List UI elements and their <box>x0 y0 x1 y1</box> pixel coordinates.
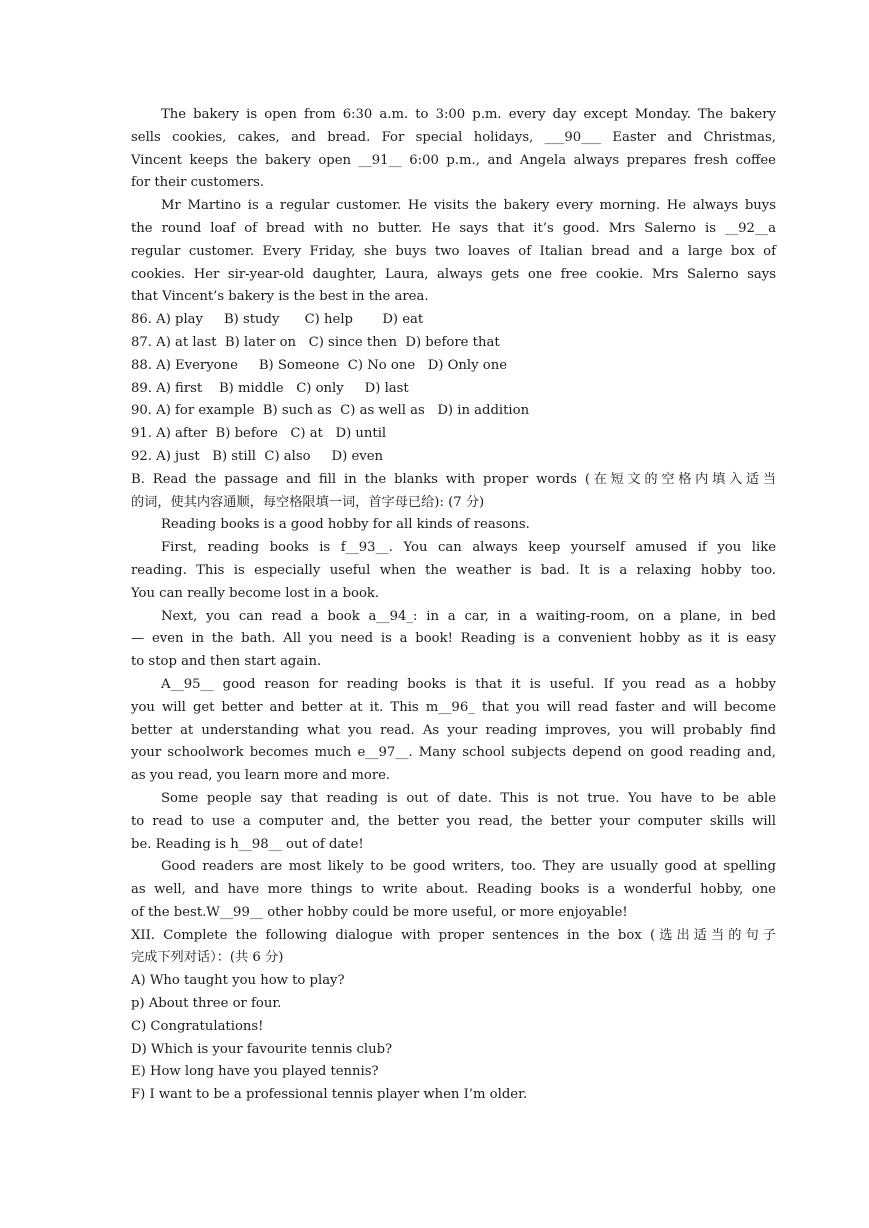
text-line: You can really become lost in a book. <box>131 585 380 601</box>
paragraph-bakery-hours <box>131 104 776 195</box>
multiple-choice-options <box>131 309 776 469</box>
option-line-86: 86. A) play B) study C) help D) eat <box>131 312 424 328</box>
text-line: of the best.W__99__ other hobby could be more useful, or more enjoyable! <box>131 904 628 920</box>
text-line: The bakery is open from 6:30 a.m. to 3:00 p.m. every day except Monday. The bakery <box>161 107 776 122</box>
option-line-92: 92. A) just B) still C) also D) even <box>131 448 384 464</box>
text-line: you will get better and better at it. This m__96_ that you will read faster and will become <box>131 699 776 715</box>
paragraph-first <box>131 537 776 605</box>
text-line: Mr Martino is a regular customer. He visits the bakery every morning. He always buys <box>161 198 776 214</box>
option-line-89: 89. A) first B) middle C) only D) last <box>131 380 409 396</box>
section-xii-instruction <box>131 925 776 971</box>
text-line: as well, and have more things to write about. Reading books is a wonderful hobby, one <box>131 882 776 898</box>
text-line: regular customer. Every Friday, she buys two loaves of Italian bread and a large box of <box>131 243 776 259</box>
text-line: to read to use a computer and, the better you read, the better your computer skills will <box>131 813 776 829</box>
instruction-line: XII. Complete the following dialogue with proper sentences in the box (选出适当的句子 <box>131 927 776 943</box>
dialogue-choices <box>131 970 776 1107</box>
paragraph-writers <box>131 856 776 924</box>
text-line: cookies. Her sir-year-old daughter, Laura, always gets one free cookie. Mrs Salerno says <box>131 266 776 282</box>
text-line: Next, you can read a book a__94_: in a car, in a waiting-room, on a plane, in bed <box>161 608 776 624</box>
text-line: Reading books is a good hobby for all kinds of reasons. <box>161 517 530 533</box>
text-line: First, reading books is f__93__. You can always keep yourself amused if you like <box>161 540 776 556</box>
text-line: the round loaf of bread with no butter. He says that it’s good. Mrs Salerno is __92__a <box>131 220 776 236</box>
choice-f: F) I want to be a professional tennis player when I’m older. <box>131 1087 528 1103</box>
document-page <box>131 104 776 1107</box>
choice-d: D) Which is your favourite tennis club? <box>131 1041 393 1057</box>
instruction-line: B. Read the passage and fill in the blanks with proper words (在短文的空格内填入适当 <box>131 471 776 487</box>
choice-c: C) Congratulations! <box>131 1018 264 1034</box>
paragraph-intro <box>131 514 776 537</box>
text-line: better at understanding what you read. As your reading improves, you will probably find <box>131 722 776 738</box>
text-line: sells cookies, cakes, and bread. For special holidays, ___90___ Easter and Christmas, <box>131 129 776 145</box>
choice-b: p) About three or four. <box>131 996 282 1012</box>
option-line-87: 87. A) at last B) later on C) since then D) before that <box>131 334 500 350</box>
text-line: Vincent keeps the bakery open __91__ 6:00 p.m., and Angela always prepares fresh coffee <box>131 152 776 168</box>
instruction-line: 完成下列对话）：(共 6 分) <box>131 950 284 966</box>
option-line-90: 90. A) for example B) such as C) as well as D) in addition <box>131 403 530 419</box>
text-line: Some people say that reading is out of date. This is not true. You have to be able <box>161 790 776 806</box>
choice-a: A) Who taught you how to play? <box>131 973 345 989</box>
choice-e: E) How long have you played tennis? <box>131 1064 379 1080</box>
text-line: A__95__ good reason for reading books is that it is useful. If you read as a hobby <box>161 676 776 692</box>
text-line: for their customers. <box>131 175 265 191</box>
text-line: be. Reading is h__98__ out of date! <box>131 836 364 852</box>
instruction-line: 的词，使其内容通顺，每空格限填一词，首字母已给): (7 分) <box>131 494 485 510</box>
text-line: that Vincent’s bakery is the best in the area. <box>131 289 429 305</box>
text-line: to stop and then start again. <box>131 654 322 670</box>
option-line-91: 91. A) after B) before C) at D) until <box>131 426 387 442</box>
text-line: Good readers are most likely to be good writers, too. They are usually good at spelling <box>161 859 776 875</box>
text-line: — even in the bath. All you need is a book! Reading is a convenient hobby as it is easy <box>131 631 776 647</box>
option-line-88: 88. A) Everyone B) Someone C) No one D) Only one <box>131 357 508 373</box>
text-line: your schoolwork becomes much e__97__. Many school subjects depend on good reading and, <box>131 745 776 761</box>
paragraph-out-of-date <box>131 788 776 856</box>
paragraph-next <box>131 606 776 674</box>
paragraph-useful <box>131 674 776 788</box>
section-b-instruction <box>131 469 776 515</box>
text-line: reading. This is especially useful when the weather is bad. It is a relaxing hobby too. <box>131 562 776 578</box>
paragraph-customers <box>131 195 776 309</box>
text-line: as you read, you learn more and more. <box>131 768 391 784</box>
